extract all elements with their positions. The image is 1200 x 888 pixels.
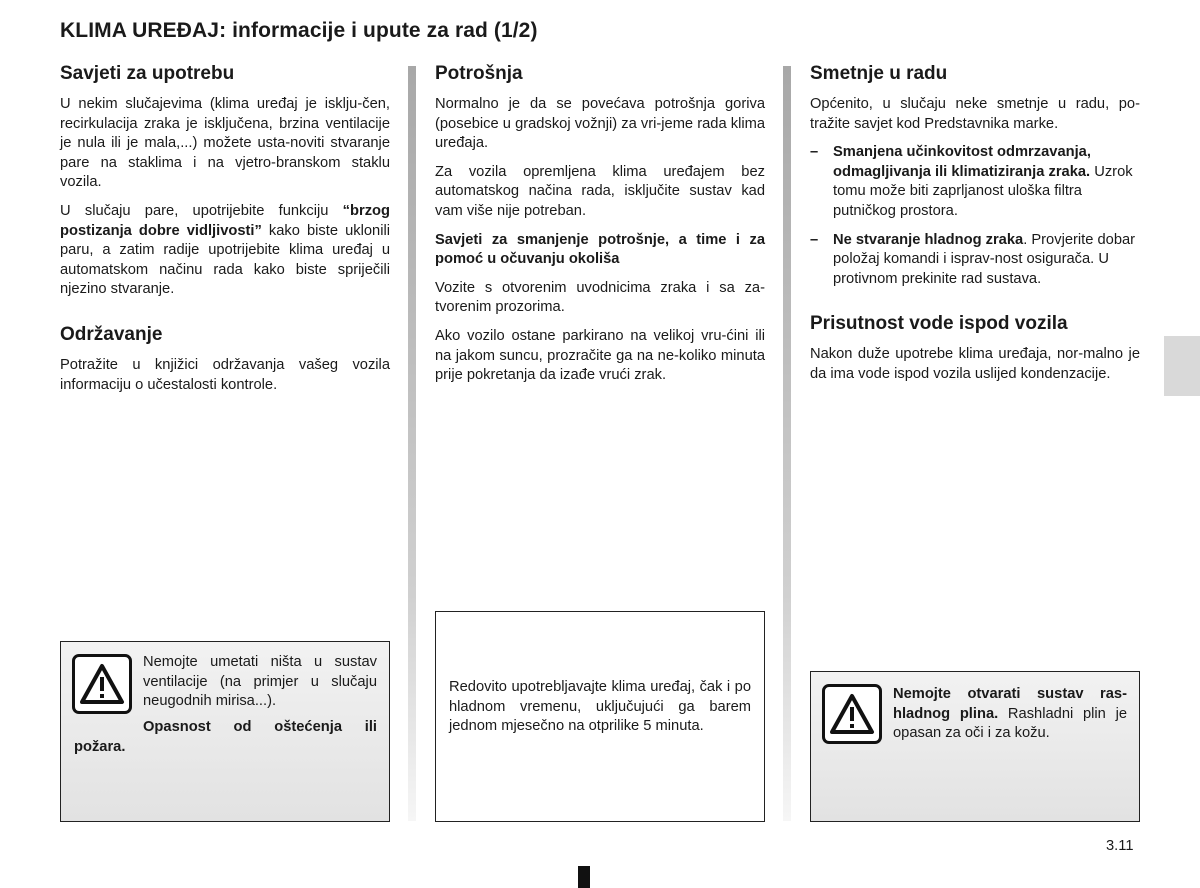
warning-triangle-icon xyxy=(822,684,882,744)
dash-bullet: – xyxy=(810,144,819,161)
dash-bullet: – xyxy=(810,231,819,248)
bold-run: “brzog postizanja dobre vidljivosti” xyxy=(60,202,390,239)
warning-bold-text: Nemojte otvarati sustav ras-hladnog plina. xyxy=(893,686,1127,722)
section-heading: Prisutnost vode ispod vozila xyxy=(810,313,1068,335)
crop-mark xyxy=(578,866,590,888)
info-box xyxy=(435,611,765,822)
list-item-lead: Smanjena učinkovitost odmrzavanja, odmagljivanja ili klimatiziranja zraka. xyxy=(833,144,1091,180)
text-run: U slučaju pare, upotrijebite funkciju xyxy=(60,202,343,219)
warning-box xyxy=(810,671,1140,822)
list-item-text: . Provjerite dobar položaj komandi i isprav-nost osigurača. U protivnom prekinite rad sustava. xyxy=(833,231,1136,287)
info-text: Redovito upotrebljavajte klima uređaj, čak i po hladnom vremenu, uključujući ga barem jednom mjesečno na otprilike 5 minuta. xyxy=(449,679,751,735)
warning-box xyxy=(60,641,390,822)
section-heading: Održavanje xyxy=(60,323,163,345)
warning-bold-text xyxy=(74,718,377,757)
list-item xyxy=(810,231,1140,290)
warning-triangle-icon xyxy=(72,654,132,714)
text-run: kako biste uklonili paru, a zatim radije upotrijebite klima uređaj u automatskom načinu rada kako biste spriječili njezino stvaranje. xyxy=(60,222,390,298)
list-item-lead: Ne stvaranje hladnog zraka xyxy=(833,231,1024,248)
warning-bold-line: požara. xyxy=(74,738,126,755)
paragraph: Normalno je da se povećava potrošnja goriva (posebice u gradskoj vožnji) za vri-jeme rada klima uređaja. xyxy=(435,96,765,152)
paragraph: Nakon duže upotrebe klima uređaja, nor-malno je da ima vode ispod vozila uslijed kondenzacije. xyxy=(810,346,1140,382)
section-heading: Potrošnja xyxy=(435,63,523,84)
page-number: 3.11 xyxy=(1106,838,1134,854)
column-divider xyxy=(783,66,791,821)
paragraph: Općenito, u slučaju neke smetnje u radu, po-tražite savjet kod Predstavnika marke. xyxy=(810,96,1140,132)
paragraph xyxy=(60,202,390,300)
paragraph-bold: Savjeti za smanjenje potrošnje, a time i za pomoć u očuvanju okoliša xyxy=(435,231,765,268)
paragraph: Potražite u knjižici održavanja vašeg vozila informaciju o učestalosti kontrole. xyxy=(60,356,390,393)
paragraph: U nekim slučajevima (klima uređaj je isklju-čen, recirkulacija zraka je isključena, brzina ventilacije je nula ili je mala,...) možete usta-noviti stvaranje pare na staklima i na vjetro-branskom staklu vozila. xyxy=(60,96,390,191)
paragraph: Za vozila opremljena klima uređajem bez automatskog načina rada, isključite sustav kad vam više nije potreban. xyxy=(435,163,765,219)
warning-bold-line: Opasnost od oštećenja ili xyxy=(143,719,377,735)
column-consumption xyxy=(435,62,765,395)
page-title: KLIMA UREĐAJ: informacije i upute za rad (1/2) xyxy=(60,19,538,42)
section-heading: Smetnje u radu xyxy=(810,63,948,84)
column-usage-tips xyxy=(60,62,390,404)
warning-text: Nemojte umetati ništa u sustav ventilacije (na primjer u slučaju neugodnih mirisa...). xyxy=(143,654,377,710)
column-divider xyxy=(408,66,416,821)
list-item xyxy=(810,143,1140,221)
warning-text-run: Rashladni plin je opasan za oči i za kožu. xyxy=(893,705,1128,742)
paragraph: Vozite s otvorenim uvodnicima zraka i sa za-tvorenim prozorima. xyxy=(435,279,765,316)
warning-text xyxy=(893,685,1127,744)
paragraph: Ako vozilo ostane parkirano na velikoj vru-ćini ili na jakom suncu, prozračite ga na ne-koliko minuta prije pokretanja da izađe vrući zrak. xyxy=(435,327,765,384)
section-heading: Savjeti za upotrebu xyxy=(60,63,235,84)
list-item-text: Uzrok tomu može biti zaprljanost uloška filtra putničkog prostora. xyxy=(833,163,1133,219)
chapter-tab xyxy=(1164,336,1200,396)
column-malfunctions xyxy=(810,62,1140,394)
